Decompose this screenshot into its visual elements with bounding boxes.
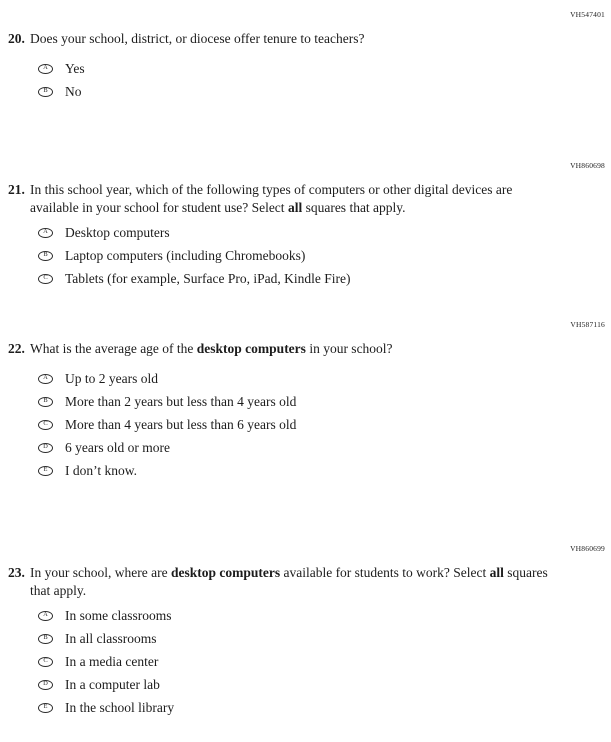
answer-bubble-icon[interactable] bbox=[38, 87, 53, 97]
prompt-segment: squares that apply. bbox=[302, 200, 406, 215]
answer-option[interactable] bbox=[38, 654, 605, 669]
answer-bubble-icon[interactable] bbox=[38, 274, 53, 284]
answer-option[interactable] bbox=[38, 61, 605, 76]
question-23 bbox=[8, 544, 605, 715]
answer-bubble-icon[interactable] bbox=[38, 657, 53, 667]
answer-option[interactable] bbox=[38, 608, 605, 623]
bubble-letter: A bbox=[43, 374, 48, 382]
question-prompt bbox=[30, 30, 365, 48]
question-20 bbox=[8, 10, 605, 99]
answer-bubble-icon[interactable] bbox=[38, 634, 53, 644]
prompt-segment-bold: all bbox=[489, 565, 504, 580]
bubble-letter: A bbox=[43, 64, 48, 72]
question-prompt-row bbox=[8, 564, 605, 600]
bubble-letter: B bbox=[43, 251, 48, 259]
bubble-letter: C bbox=[43, 274, 48, 282]
question-number: 22. bbox=[8, 341, 25, 356]
answer-option-label: In a media center bbox=[65, 654, 159, 669]
answer-option[interactable] bbox=[38, 84, 605, 99]
question-prompt bbox=[30, 340, 393, 358]
answer-bubble-icon[interactable] bbox=[38, 680, 53, 690]
question-21 bbox=[8, 161, 605, 286]
answer-option-label: I don’t know. bbox=[65, 463, 137, 478]
answer-option-label: Up to 2 years old bbox=[65, 371, 158, 386]
answer-option[interactable] bbox=[38, 248, 605, 263]
answer-option-label: No bbox=[65, 84, 82, 99]
bubble-letter: B bbox=[43, 397, 48, 405]
answer-option[interactable] bbox=[38, 394, 605, 409]
question-code: VH547401 bbox=[570, 10, 605, 19]
bubble-letter: E bbox=[43, 466, 48, 474]
answer-option-label: Yes bbox=[65, 61, 85, 76]
question-code: VH860698 bbox=[570, 161, 605, 170]
bubble-letter: A bbox=[43, 228, 48, 236]
question-number: 20. bbox=[8, 31, 25, 46]
prompt-segment: In your school, where are bbox=[30, 565, 171, 580]
answer-option-label: In the school library bbox=[65, 700, 175, 715]
answer-options bbox=[38, 225, 605, 286]
answer-bubble-icon[interactable] bbox=[38, 374, 53, 384]
answer-option[interactable] bbox=[38, 417, 605, 432]
answer-option[interactable] bbox=[38, 225, 605, 240]
answer-option[interactable] bbox=[38, 700, 605, 715]
prompt-segment: available for students to work? Select bbox=[280, 565, 490, 580]
answer-bubble-icon[interactable] bbox=[38, 228, 53, 238]
question-prompt-row bbox=[8, 30, 605, 48]
prompt-segment: What is the average age of the bbox=[30, 341, 197, 356]
bubble-letter: B bbox=[43, 634, 48, 642]
answer-option-label: Tablets (for example, Surface Pro, iPad, Kindle Fire) bbox=[65, 271, 351, 286]
question-number: 21. bbox=[8, 182, 25, 197]
answer-options bbox=[38, 608, 605, 715]
bubble-letter: C bbox=[43, 657, 48, 665]
question-22 bbox=[8, 320, 605, 478]
answer-bubble-icon[interactable] bbox=[38, 703, 53, 713]
prompt-segment-bold: desktop computers bbox=[170, 565, 281, 580]
bubble-letter: E bbox=[43, 703, 48, 711]
prompt-segment: squares that apply. bbox=[30, 565, 548, 598]
answer-option[interactable] bbox=[38, 440, 605, 455]
question-code: VH860699 bbox=[570, 544, 605, 553]
question-code: VH587116 bbox=[570, 320, 605, 329]
answer-bubble-icon[interactable] bbox=[38, 466, 53, 476]
answer-options bbox=[38, 371, 605, 478]
answer-bubble-icon[interactable] bbox=[38, 611, 53, 621]
answer-option-label: In some classrooms bbox=[65, 608, 172, 623]
answer-option-label: In a computer lab bbox=[65, 677, 160, 692]
answer-option-label: In all classrooms bbox=[65, 631, 157, 646]
answer-options bbox=[38, 61, 605, 99]
answer-bubble-icon[interactable] bbox=[38, 64, 53, 74]
answer-option[interactable] bbox=[38, 463, 605, 478]
question-prompt-row bbox=[8, 340, 605, 358]
bubble-letter: B bbox=[43, 87, 48, 95]
question-prompt bbox=[30, 564, 552, 600]
answer-bubble-icon[interactable] bbox=[38, 397, 53, 407]
prompt-segment-bold: desktop computers bbox=[196, 341, 306, 356]
answer-option[interactable] bbox=[38, 271, 605, 286]
answer-bubble-icon[interactable] bbox=[38, 251, 53, 261]
bubble-letter: D bbox=[43, 680, 48, 688]
answer-option[interactable] bbox=[38, 371, 605, 386]
bubble-letter: A bbox=[43, 611, 48, 619]
question-number: 23. bbox=[8, 565, 25, 580]
prompt-segment: Does your school, district, or diocese offer tenure to teachers? bbox=[30, 31, 365, 46]
prompt-segment-bold: all bbox=[287, 200, 303, 215]
answer-option[interactable] bbox=[38, 677, 605, 692]
answer-option-label: More than 4 years but less than 6 years old bbox=[65, 417, 297, 432]
question-prompt-row bbox=[8, 181, 605, 217]
answer-option-label: More than 2 years but less than 4 years old bbox=[65, 394, 297, 409]
bubble-letter: C bbox=[43, 420, 48, 428]
prompt-segment: In this school year, which of the following types of computers or other digital devices are available in your school for student use? Select bbox=[30, 182, 513, 215]
answer-option-label: Desktop computers bbox=[65, 225, 170, 240]
answer-bubble-icon[interactable] bbox=[38, 420, 53, 430]
answer-option[interactable] bbox=[38, 631, 605, 646]
bubble-letter: D bbox=[43, 443, 48, 451]
prompt-segment: in your school? bbox=[305, 341, 393, 356]
answer-bubble-icon[interactable] bbox=[38, 443, 53, 453]
question-prompt bbox=[30, 181, 552, 217]
answer-option-label: 6 years old or more bbox=[65, 440, 170, 455]
answer-option-label: Laptop computers (including Chromebooks) bbox=[65, 248, 306, 263]
